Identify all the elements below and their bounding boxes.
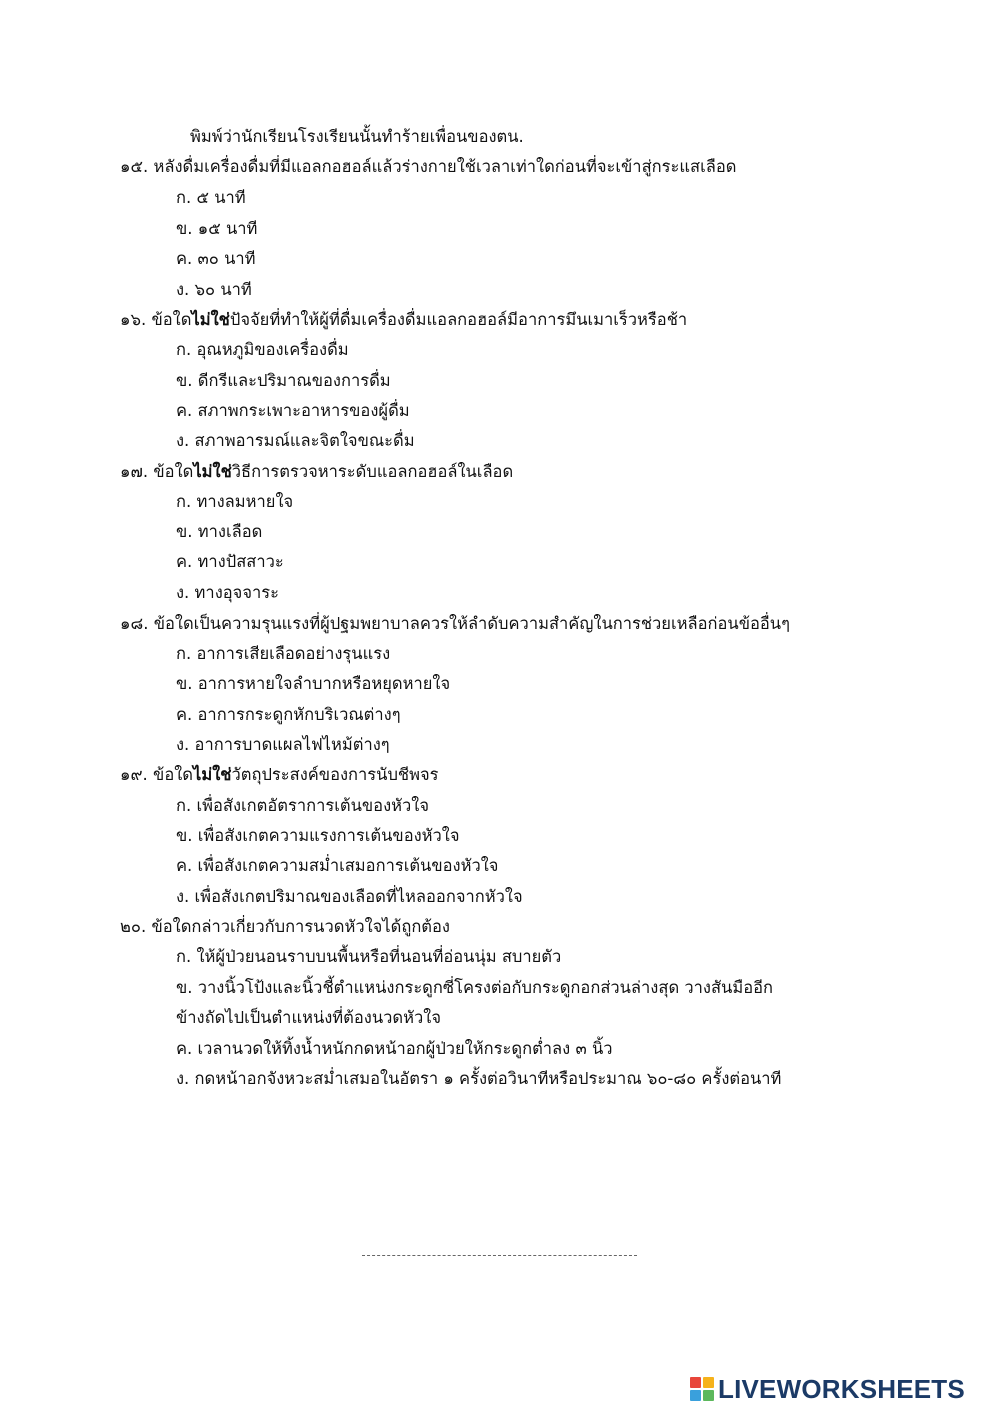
answer-option: ข. ดีกรีและปริมาณของการดื่ม [176,371,391,390]
answer-option: ข. วางนิ้วโป้งและนิ้วชี้ตำแหน่งกระดูกซี่โครงต่อกับกระดูกอกส่วนล่างสุด วางสันมืออีก [176,978,774,997]
question-text-rest: ปัจจัยที่ทำให้ผู้ที่ดื่มเครื่องดื่มแอลกอฮอล์มีอาการมึนเมาเร็วหรือช้า [229,310,688,329]
question-number: ๑๘. [120,614,149,633]
question-emphasis: ไม่ใช่ [193,765,232,784]
question [120,764,439,786]
question-emphasis: ไม่ใช่ [193,462,232,481]
answer-option: ก. อุณหภูมิของเครื่องดื่ม [176,340,349,359]
liveworksheets-icon [690,1377,714,1401]
question-text-rest: วัตถุประสงค์ของการนับชีพจร [231,765,439,784]
answer-option: ก. เพื่อสังเกตอัตราการเต้นของหัวใจ [176,796,429,815]
question-emphasis: ไม่ใช่ [191,310,230,329]
bottom-divider [362,1255,637,1256]
answer-option: ก. ทางลมหายใจ [176,492,294,511]
question-text: ข้อใดกล่าวเกี่ยวกับการนวดหัวใจได้ถูกต้อง [146,917,450,936]
answer-option: ค. สภาพกระเพาะอาหารของผู้ดื่ม [176,401,410,420]
question [120,461,513,483]
question-text: ข้อใด [148,462,194,481]
question-number: ๑๙. [120,765,148,784]
answer-option: ง. เพื่อสังเกตปริมาณของเลือดที่ไหลออกจากหัวใจ [176,887,523,906]
answer-option: ง. สภาพอารมณ์และจิตใจขณะดื่ม [176,431,415,450]
question-text: ข้อใด [147,765,194,784]
answer-option: ง. ทางอุจจาระ [176,583,279,602]
question-text: ข้อใด [146,310,192,329]
logo-tile-2 [703,1377,714,1388]
answer-option: ข. เพื่อสังเกตความแรงการเต้นของหัวใจ [176,826,460,845]
continuation-text: พิมพ์ว่านักเรียนโรงเรียนนั้นทำร้ายเพื่อนของตน. [190,127,524,146]
question-number: ๒๐. [120,917,147,936]
answer-option: ค. ๓๐ นาที [176,249,256,268]
answer-option: ก. ให้ผู้ป่วยนอนราบบนพื้นหรือที่นอนที่อ่อนนุ่ม สบายตัว [176,947,562,966]
answer-option: ง. ๖๐ นาที [176,280,252,299]
answer-option: ค. เวลานวดให้ทิ้งน้ำหนักกดหน้าอกผู้ป่วยให้กระดูกต่ำลง ๓ นิ้ว [176,1039,613,1058]
answer-option: ค. เพื่อสังเกตความสม่ำเสมอการเต้นของหัวใจ [176,856,499,875]
answer-option: ค. ทางปัสสาวะ [176,552,284,571]
logo-text: LIVEWORKSHEETS [718,1373,965,1404]
question [120,309,687,331]
answer-option: ก. อาการเสียเลือดอย่างรุนแรง [176,644,391,663]
question-number: ๑๖. [120,310,147,329]
answer-option: ง. อาการบาดแผลไฟไหม้ต่างๆ [176,735,390,754]
question [120,156,736,178]
question-number: ๑๗. [120,462,149,481]
answer-option: ก. ๕ นาที [176,188,246,207]
logo-tile-4 [703,1390,714,1401]
question [120,613,790,635]
answer-option: ข. อาการหายใจลำบากหรือหยุดหายใจ [176,674,451,693]
answer-option: ค. อาการกระดูกหักบริเวณต่างๆ [176,705,401,724]
answer-option: ง. กดหน้าอกจังหวะสม่ำเสมอในอัตรา ๑ ครั้งต่อวินาทีหรือประมาณ ๖๐-๘๐ ครั้งต่อนาที [176,1069,782,1088]
question-text: หลังดื่มเครื่องดื่มที่มีแอลกอฮอล์แล้วร่างกายใช้เวลาเท่าใดก่อนที่จะเข้าสู่กระแสเลือด [148,157,737,176]
answer-option: ข. ทางเลือด [176,522,263,541]
logo-tile-3 [690,1390,701,1401]
liveworksheets-logo [690,1374,965,1404]
answer-option: ข. ๑๕ นาที [176,219,258,238]
answer-option: ข้างถัดไปเป็นตำแหน่งที่ต้องนวดหัวใจ [176,1008,441,1027]
logo-tile-1 [690,1377,701,1388]
question-text-rest: วิธีการตรวจหาระดับแอลกอฮอล์ในเลือด [231,462,514,481]
question-number: ๑๕. [120,157,149,176]
question [120,916,450,938]
question-text: ข้อใดเป็นความรุนแรงที่ผู้ปฐมพยาบาลควรให้ลำดับความสำคัญในการช่วยเหลือก่อนข้ออื่นๆ [148,614,790,633]
